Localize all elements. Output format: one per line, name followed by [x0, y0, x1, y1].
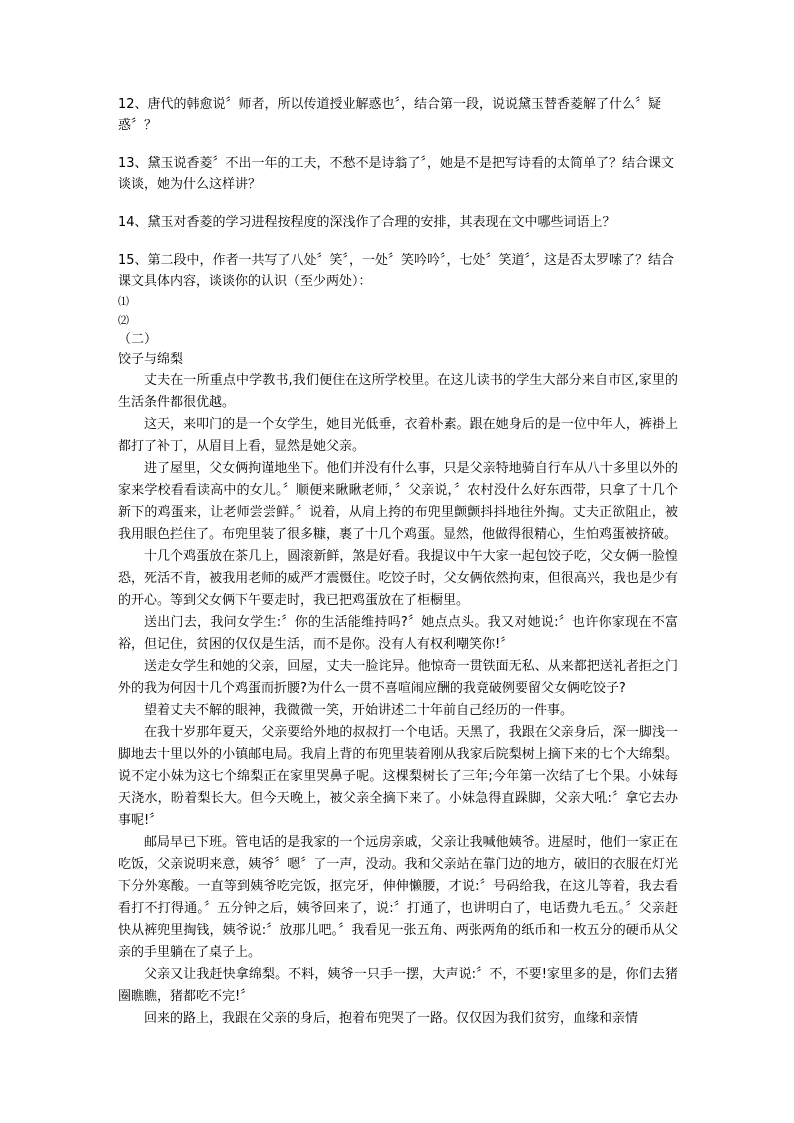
- paragraph: 这天，来叩门的是一个女学生，她目光低垂，衣着朴素。跟在她身后的是一位中年人，裤褂上都打了补丁，从眉目上看，显然是她父亲。: [118, 417, 678, 454]
- paragraph: 丈夫在一所重点中学教书,我们便住在这所学校里。在这儿读书的学生大部分来自市区,家里的生活条件都很优越。: [118, 373, 678, 410]
- paragraph: 望着丈夫不解的眼神，我微微一笑，开始讲述二十年前自己经历的一件事。: [144, 703, 574, 718]
- answer-space: [118, 136, 678, 153]
- answer-mark-2: ⑵: [118, 314, 129, 327]
- paragraph: 回来的路上，我跟在父亲的身后，抱着布兜哭了一路。仅仅因为我们贫穷，血缘和亲情: [144, 1011, 639, 1026]
- answer-space: [118, 195, 678, 212]
- paragraph: 送走女学生和她的父亲，回屋，丈夫一脸诧异。他惊奇一贯铁面无私、从来都把送礼者拒之门外的我为何因十几个鸡蛋而折腰?为什么一贯不喜喧闹应酬的我竟破例要留父女俩吃饺子?: [118, 659, 678, 696]
- paragraph: 父亲又让我赶快拿绵梨。不料，姨爷一只手一摆，大声说:〞不，不要!家里多的是，你们去猪圈瞧瞧，猪都吃不完!〞: [118, 967, 678, 1004]
- question-14: 14、黛玉对香菱的学习进程按程度的深浅作了合理的安排，其表现在文中哪些词语上？: [118, 215, 616, 230]
- story-title: 饺子与绵梨: [118, 352, 184, 367]
- paragraph: 十几个鸡蛋放在茶几上，圆滚新鲜，煞是好看。我提议中午大家一起包饺子吃，父女俩一脸惶恐，死活不肯，被我用老师的威严才震慑住。吃饺子时，父女俩依然拘束，但很高兴，我也是少有的开心。等到父女俩下午要走时，我已把鸡蛋放在了柜橱里。: [118, 549, 678, 608]
- question-12: 12、唐代的韩愈说〞师者，所以传道授业解惑也〞，结合第一段，说说黛玉替香菱解了什么〞疑惑〞？: [118, 97, 662, 133]
- question-13: 13、黛玉说香菱〞不出一年的工夫，不愁不是诗翁了〞，她是不是把写诗看的太简单了？结合课文谈谈，她为什么这样讲？: [118, 156, 675, 192]
- paragraph: 邮局早已下班。管电话的是我家的一个远房亲戚，父亲让我喊他姨爷。进屋时，他们一家正在吃饭，父亲说明来意，姨爷〞嗯〞了一声，没动。我和父亲站在靠门边的地方，破旧的衣服在灯光下分外寒酸。一直等到姨爷吃完饭，抠完牙，伸伸懒腰，才说:〞号码给我，在这儿等着，我去看看打不打得通。〞五分钟之后，姨爷回来了，说:〞打通了，也讲明白了，电话费九毛五。〞父亲赶快从裤兜里掏钱，姨爷说:〞放那儿吧。〞我看见一张五角、两张两角的纸币和一枚五分的硬币从父亲的手里躺在了桌子上。: [118, 835, 678, 960]
- question-15: 15、第二段中，作者一共写了八处〞笑〞，一处〞笑吟吟〞，七处〞笑道〞，这是否太罗嗦了？结合课文具体内容，谈谈你的认识（至少两处）：: [118, 253, 675, 289]
- section-label: （二）: [118, 332, 158, 347]
- answer-space: [118, 233, 678, 250]
- document-page: [118, 94, 678, 1030]
- paragraph: 进了屋里，父女俩拘谨地坐下。他们并没有什么事，只是父亲特地骑自行车从八十多里以外的家来学校看看读高中的女儿。〞顺便来瞅瞅老师，〞父亲说，〞农村没什么好东西带，只拿了十几个新下的鸡蛋来，让老师尝尝鲜。〞说着，从肩上挎的布兜里颤颤抖抖地往外掏。丈夫正欲阻止，被我用眼色拦住了。布兜里装了很多糠，裹了十几个鸡蛋。显然，他做得很精心，生怕鸡蛋被挤破。: [118, 461, 678, 542]
- paragraph: 在我十岁那年夏天，父亲要给外地的叔叔打一个电话。天黑了，我跟在父亲身后，深一脚浅一脚地去十里以外的小镇邮电局。我肩上背的布兜里装着刚从我家后院梨树上摘下来的七个大绵梨。说不定小妹为这七个绵梨正在家里哭鼻子呢。这棵梨树长了三年;今年第一次结了七个果。小妹每天浇水，盼着梨长大。但今天晚上，被父亲全摘下来了。小妹急得直跺脚，父亲大吼:〞拿它去办事呢!〞: [118, 725, 678, 828]
- paragraph: 送出门去，我问女学生:〞你的生活能维持吗?〞她点点头。我又对她说:〞也许你家现在不富裕，但记住，贫困的仅仅是生活，而不是你。没有人有权利嘲笑你!〞: [118, 615, 678, 652]
- answer-mark-1: ⑴: [118, 295, 129, 308]
